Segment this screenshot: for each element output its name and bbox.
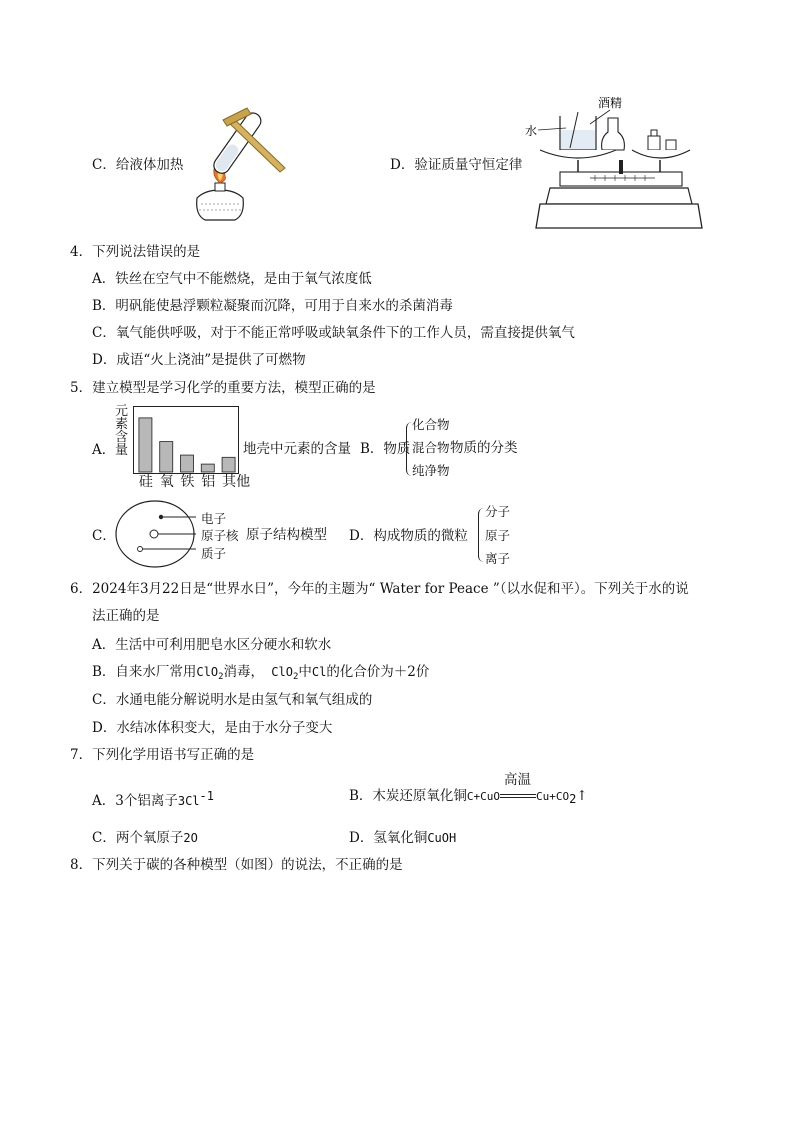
q5-option-b-label: B．物质 (360, 441, 411, 457)
bar-label-4: 其他 (222, 474, 251, 490)
q5-option-a-caption: 地壳中元素的含量 (243, 441, 351, 457)
q5-option-c-label: C． (92, 528, 116, 544)
q5-b-item-3: 纯净物 (412, 463, 450, 478)
q5-d-item-2: 原子 (485, 528, 511, 543)
q5-option-c-caption: 原子结构模型 (246, 527, 327, 543)
q6-stem-line1: 6．2024年3月22日是“世界水日”，今年的主题为“ Water for Peace ”（以水促和平）。下列关于水的说 (70, 581, 689, 597)
bar-label-2: 铁 (180, 474, 195, 490)
q4-option-a: A．铁丝在空气中不能燃烧，是由于氧气浓度低 (92, 271, 372, 287)
q4-option-b: B．明矾能使悬浮颗粒凝聚而沉降，可用于自来水的杀菌消毒 (92, 298, 453, 314)
q6-option-d: D．水结冰体积变大，是由于水分子变大 (92, 720, 333, 736)
q3-option-d: D．验证质量守恒定律 (390, 157, 523, 173)
reaction-condition: 高温 (504, 772, 532, 788)
q7-stem: 7．下列化学用语书写正确的是 (70, 747, 255, 763)
atom-part-nucleus: 原子核 (201, 528, 239, 543)
q5-b-item-2: 混合物 (412, 440, 450, 455)
atom-model-illustration (114, 499, 204, 569)
heating-liquid-illustration (185, 100, 295, 225)
q4-stem: 4．下列说法错误的是 (70, 244, 201, 260)
bar-label-0: 硅 (138, 474, 153, 490)
bar-4 (222, 457, 235, 472)
q5-d-item-1: 分子 (485, 504, 511, 519)
q4-option-c: C．氧气能供呼吸，对于不能正常呼吸或缺氧条件下的工作人员，需直接提供氧气 (92, 325, 575, 341)
atom-part-electron: 电子 (201, 511, 227, 526)
bar-3 (201, 464, 214, 472)
q5-option-d-label: D．构成物质的微粒 (349, 528, 468, 544)
brace-d (478, 508, 485, 562)
q6-stem-line2: 法正确的是 (92, 608, 160, 624)
chart-ylabel: 元素含量 (115, 404, 129, 458)
bar-0 (139, 418, 152, 472)
atom-part-proton: 质子 (201, 546, 227, 561)
label-alcohol: 酒精 (598, 96, 623, 110)
q7-option-b: B．木炭还原氧化铜C+CuO 高温 Cu+CO2↑ (349, 772, 588, 806)
balance-illustration (520, 92, 695, 232)
bar-label-3: 铝 (201, 474, 216, 490)
bar-label-1: 氧 (159, 474, 174, 490)
q4-option-d: D．成语“火上浇油”是提供了可燃物 (92, 352, 306, 368)
bar-1 (160, 442, 173, 472)
q5-stem: 5．建立模型是学习化学的重要方法，模型正确的是 (70, 380, 376, 396)
q6-option-b: B．自来水厂常用ClO$_2$消毒， ClO$_2$中Cl的化合价为＋2价 (92, 664, 430, 682)
q3-option-c: C．给液体加热 (92, 157, 184, 173)
q7-option-a: A．3个铝离子3Cl-1 (92, 789, 214, 809)
bar-2 (181, 455, 194, 472)
q5-d-item-3: 离子 (485, 551, 511, 566)
q6-option-a: A．生活中可利用肥皂水区分硬水和软水 (92, 637, 332, 653)
q7-option-c: C．两个氧原子2O (92, 830, 198, 846)
q5-b-item-1: 化合物 (412, 417, 450, 432)
label-water: 水 (525, 124, 538, 138)
q7-option-d: D．氢氧化铜CuOH (349, 830, 457, 846)
q5-option-b-caption: 物质的分类 (450, 440, 518, 456)
q5-option-a-label: A． (92, 442, 116, 458)
reaction-condition-arrow (500, 772, 536, 805)
q6-option-c: C．水通电能分解说明水是由氢气和氧气组成的 (92, 692, 373, 708)
q8-stem: 8．下列关于碳的各种模型（如图）的说法，不正确的是 (70, 857, 403, 873)
